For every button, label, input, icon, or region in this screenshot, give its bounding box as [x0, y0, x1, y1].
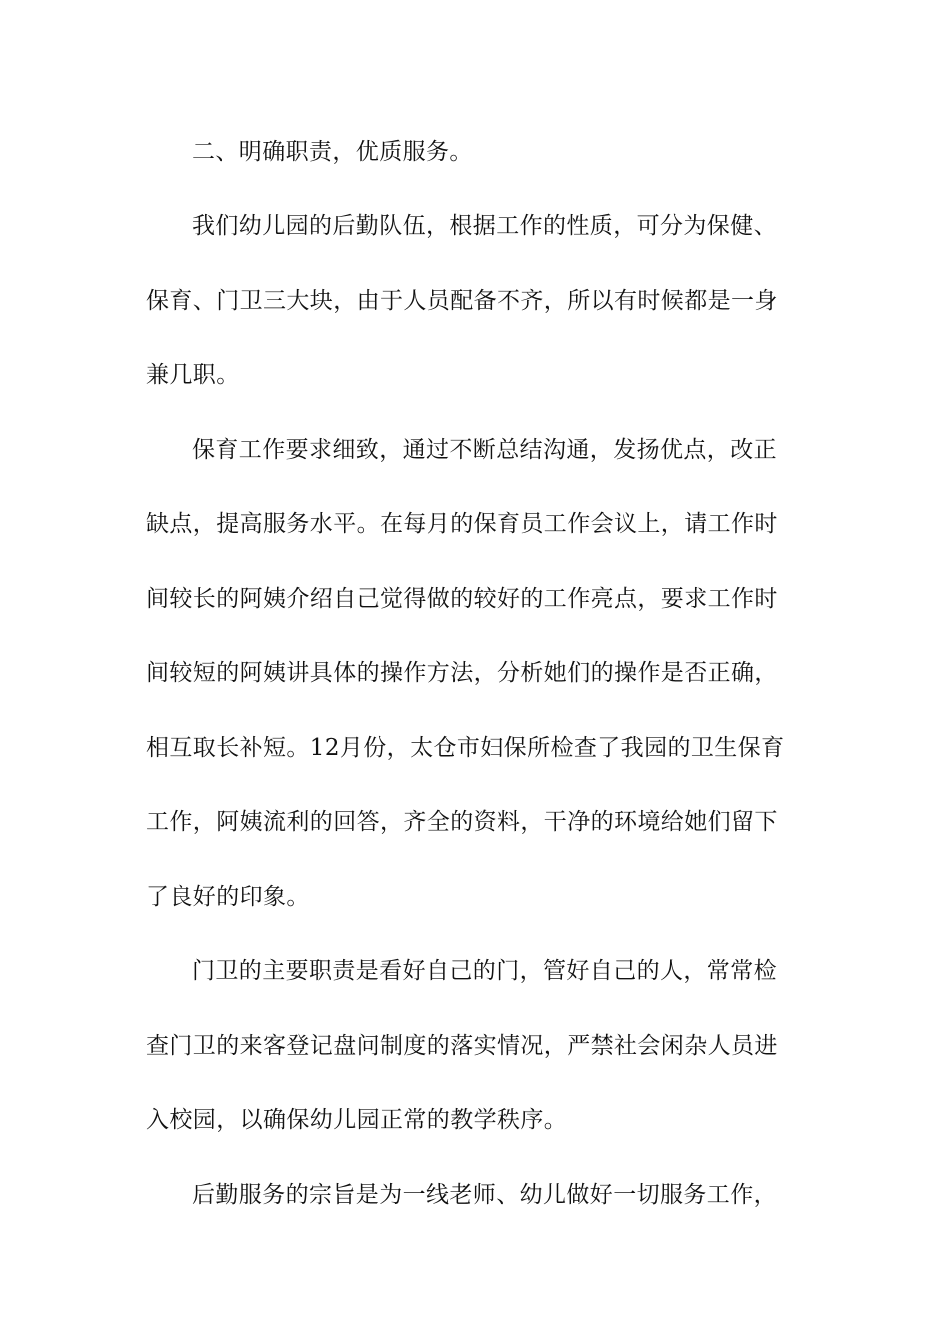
- paragraph-line: 工作，阿姨流利的回答，齐全的资料，干净的环境给她们留下: [146, 809, 778, 835]
- paragraph-line: 间较短的阿姨讲具体的操作方法，分析她们的操作是否正确，: [146, 660, 778, 686]
- paragraph-line: 间较长的阿姨介绍自己觉得做的较好的工作亮点，要求工作时: [146, 586, 778, 612]
- paragraph-line: 查门卫的来客登记盘问制度的落实情况，严禁社会闲杂人员进: [146, 1033, 778, 1059]
- paragraph-line: 门卫的主要职责是看好自己的门，管好自己的人，常常检: [192, 958, 777, 984]
- paragraph-line: 缺点，提高服务水平。在每月的保育员工作会议上，请工作时: [146, 511, 778, 537]
- paragraph-line: 保育工作要求细致，通过不断总结沟通，发扬优点，改正: [192, 437, 777, 463]
- paragraph-line: 我们幼儿园的后勤队伍，根据工作的性质，可分为保健、: [192, 213, 777, 239]
- paragraph-line: 保育、门卫三大块，由于人员配备不齐，所以有时候都是一身: [146, 288, 778, 314]
- paragraph-line: 后勤服务的宗旨是为一线老师、幼儿做好一切服务工作，: [192, 1182, 777, 1208]
- paragraph-line: 了良好的印象。: [146, 884, 310, 910]
- paragraph-line: 相互取长补短。12月份，太仓市妇保所检查了我园的卫生保育: [146, 735, 785, 761]
- paragraph-line: 兼几职。: [146, 362, 240, 388]
- section-heading: 二、明确职责，优质服务。: [192, 139, 473, 165]
- paragraph-line: 入校园，以确保幼儿园正常的教学秩序。: [146, 1107, 568, 1133]
